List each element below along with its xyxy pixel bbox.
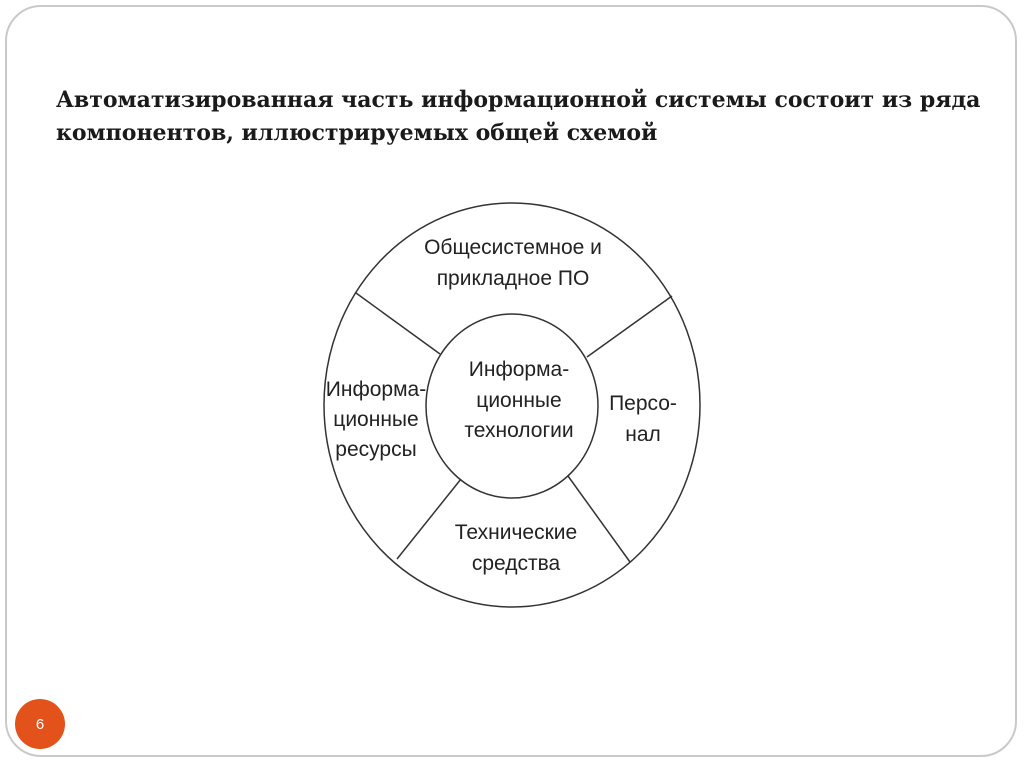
segment-left-line-3: ресурсы — [335, 438, 417, 461]
segment-top-line-2: прикладное ПО — [436, 267, 590, 290]
center-line-2: ционные — [476, 389, 562, 412]
segment-left-line-1: Информа- — [325, 378, 427, 401]
segment-bottom-line-2: средства — [471, 552, 561, 575]
slide-title-line-1: Автоматизированная часть информационной системы состоит из ряда — [56, 87, 981, 113]
page-number: 6 — [35, 715, 45, 733]
segment-left-line-2: ционные — [333, 408, 419, 431]
segment-bottom-line-1: Технические — [454, 521, 578, 544]
segment-top-line-1: Общесистемное и — [424, 236, 602, 259]
divider-top-left — [356, 293, 440, 354]
segment-right-line-1: Персо- — [609, 392, 677, 415]
page-number-badge — [15, 699, 65, 749]
slide-title-line-2: компонентов, иллюстрируемых общей схемой — [56, 120, 658, 146]
divider-bottom-right — [568, 476, 630, 562]
divider-bottom-left — [397, 479, 461, 559]
center-line-1: Информа- — [468, 358, 570, 381]
segment-right-line-2: нал — [625, 423, 661, 446]
divider-top-right — [587, 296, 672, 357]
center-line-3: технологии — [464, 419, 574, 442]
